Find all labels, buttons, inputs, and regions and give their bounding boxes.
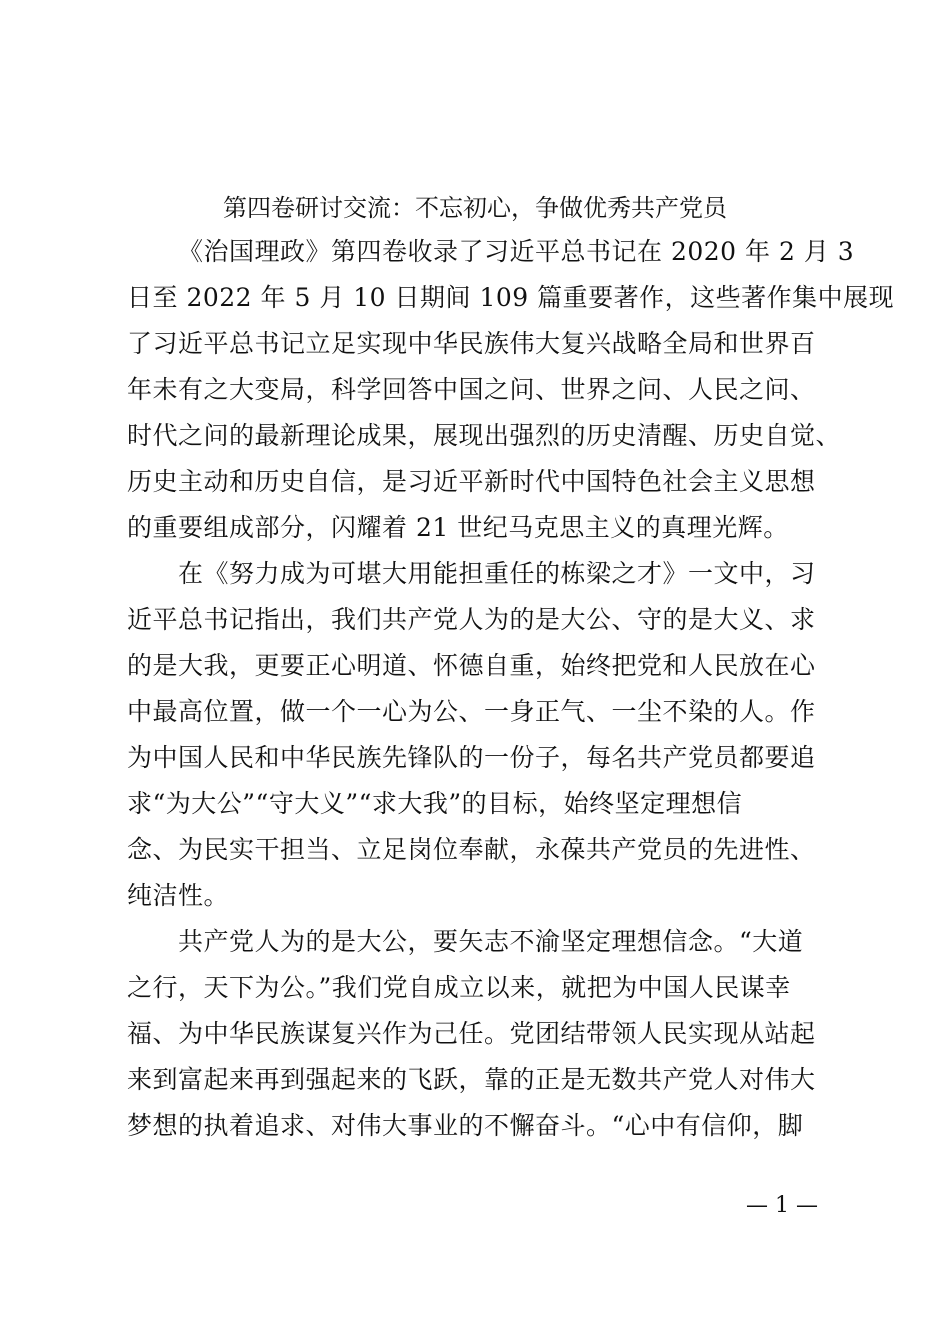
paragraph-line: 了习近平总书记立足实现中华民族伟大复兴战略全局和世界百	[127, 329, 816, 358]
paragraph-line: 的重要组成部分，闪耀着 21 世纪马克思主义的真理光辉。	[127, 513, 789, 542]
paragraph-line: 福、为中华民族谋复兴作为己任。党团结带领人民实现从站起	[127, 1019, 816, 1048]
paragraph-line: 在《努力成为可堪大用能担重任的栋梁之才》一文中，习	[178, 559, 816, 588]
page-footer	[0, 1188, 950, 1224]
page-number: — 1 —	[746, 1193, 818, 1218]
paragraph-line: 历史主动和历史自信，是习近平新时代中国特色社会主义思想	[127, 467, 816, 496]
paragraph-line: 年未有之大变局，科学回答中国之问、世界之问、人民之问、	[127, 375, 816, 404]
paragraph-line: 念、为民实干担当、立足岗位奉献，永葆共产党员的先进性、	[127, 835, 816, 864]
paragraph-line: 的是大我，更要正心明道、怀德自重，始终把党和人民放在心	[127, 651, 816, 680]
document-title: 第四卷研讨交流：不忘初心，争做优秀共产党员	[223, 194, 727, 222]
paragraph-line: 近平总书记指出，我们共产党人为的是大公、守的是大义、求	[127, 605, 816, 634]
paragraph-line: 求“为大公”“守大义”“求大我”的目标，始终坚定理想信	[127, 789, 743, 818]
paragraph-line: 之行，天下为公。”我们党自成立以来，就把为中国人民谋幸	[127, 973, 791, 1002]
paragraph-line: 共产党人为的是大公，要矢志不渝坚定理想信念。“大道	[178, 927, 804, 956]
paragraph-line: 中最高位置，做一个一心为公、一身正气、一尘不染的人。作	[127, 697, 816, 726]
paragraph-line: 时代之问的最新理论成果，展现出强烈的历史清醒、历史自觉、	[127, 421, 842, 450]
paragraph-line: 纯洁性。	[127, 881, 230, 910]
paragraph-line: 梦想的执着追求、对伟大事业的不懈奋斗。“心中有信仰，脚	[127, 1111, 804, 1140]
paragraph-line: 为中国人民和中华民族先锋队的一份子，每名共产党员都要追	[127, 743, 816, 772]
paragraph-line: 《治国理政》第四卷收录了习近平总书记在 2020 年 2 月 3	[178, 237, 855, 266]
paragraph-line: 来到富起来再到强起来的飞跃，靠的正是无数共产党人对伟大	[127, 1065, 816, 1094]
paragraph-line: 日至 2022 年 5 月 10 日期间 109 篇重要著作，这些著作集中展现	[127, 283, 895, 312]
